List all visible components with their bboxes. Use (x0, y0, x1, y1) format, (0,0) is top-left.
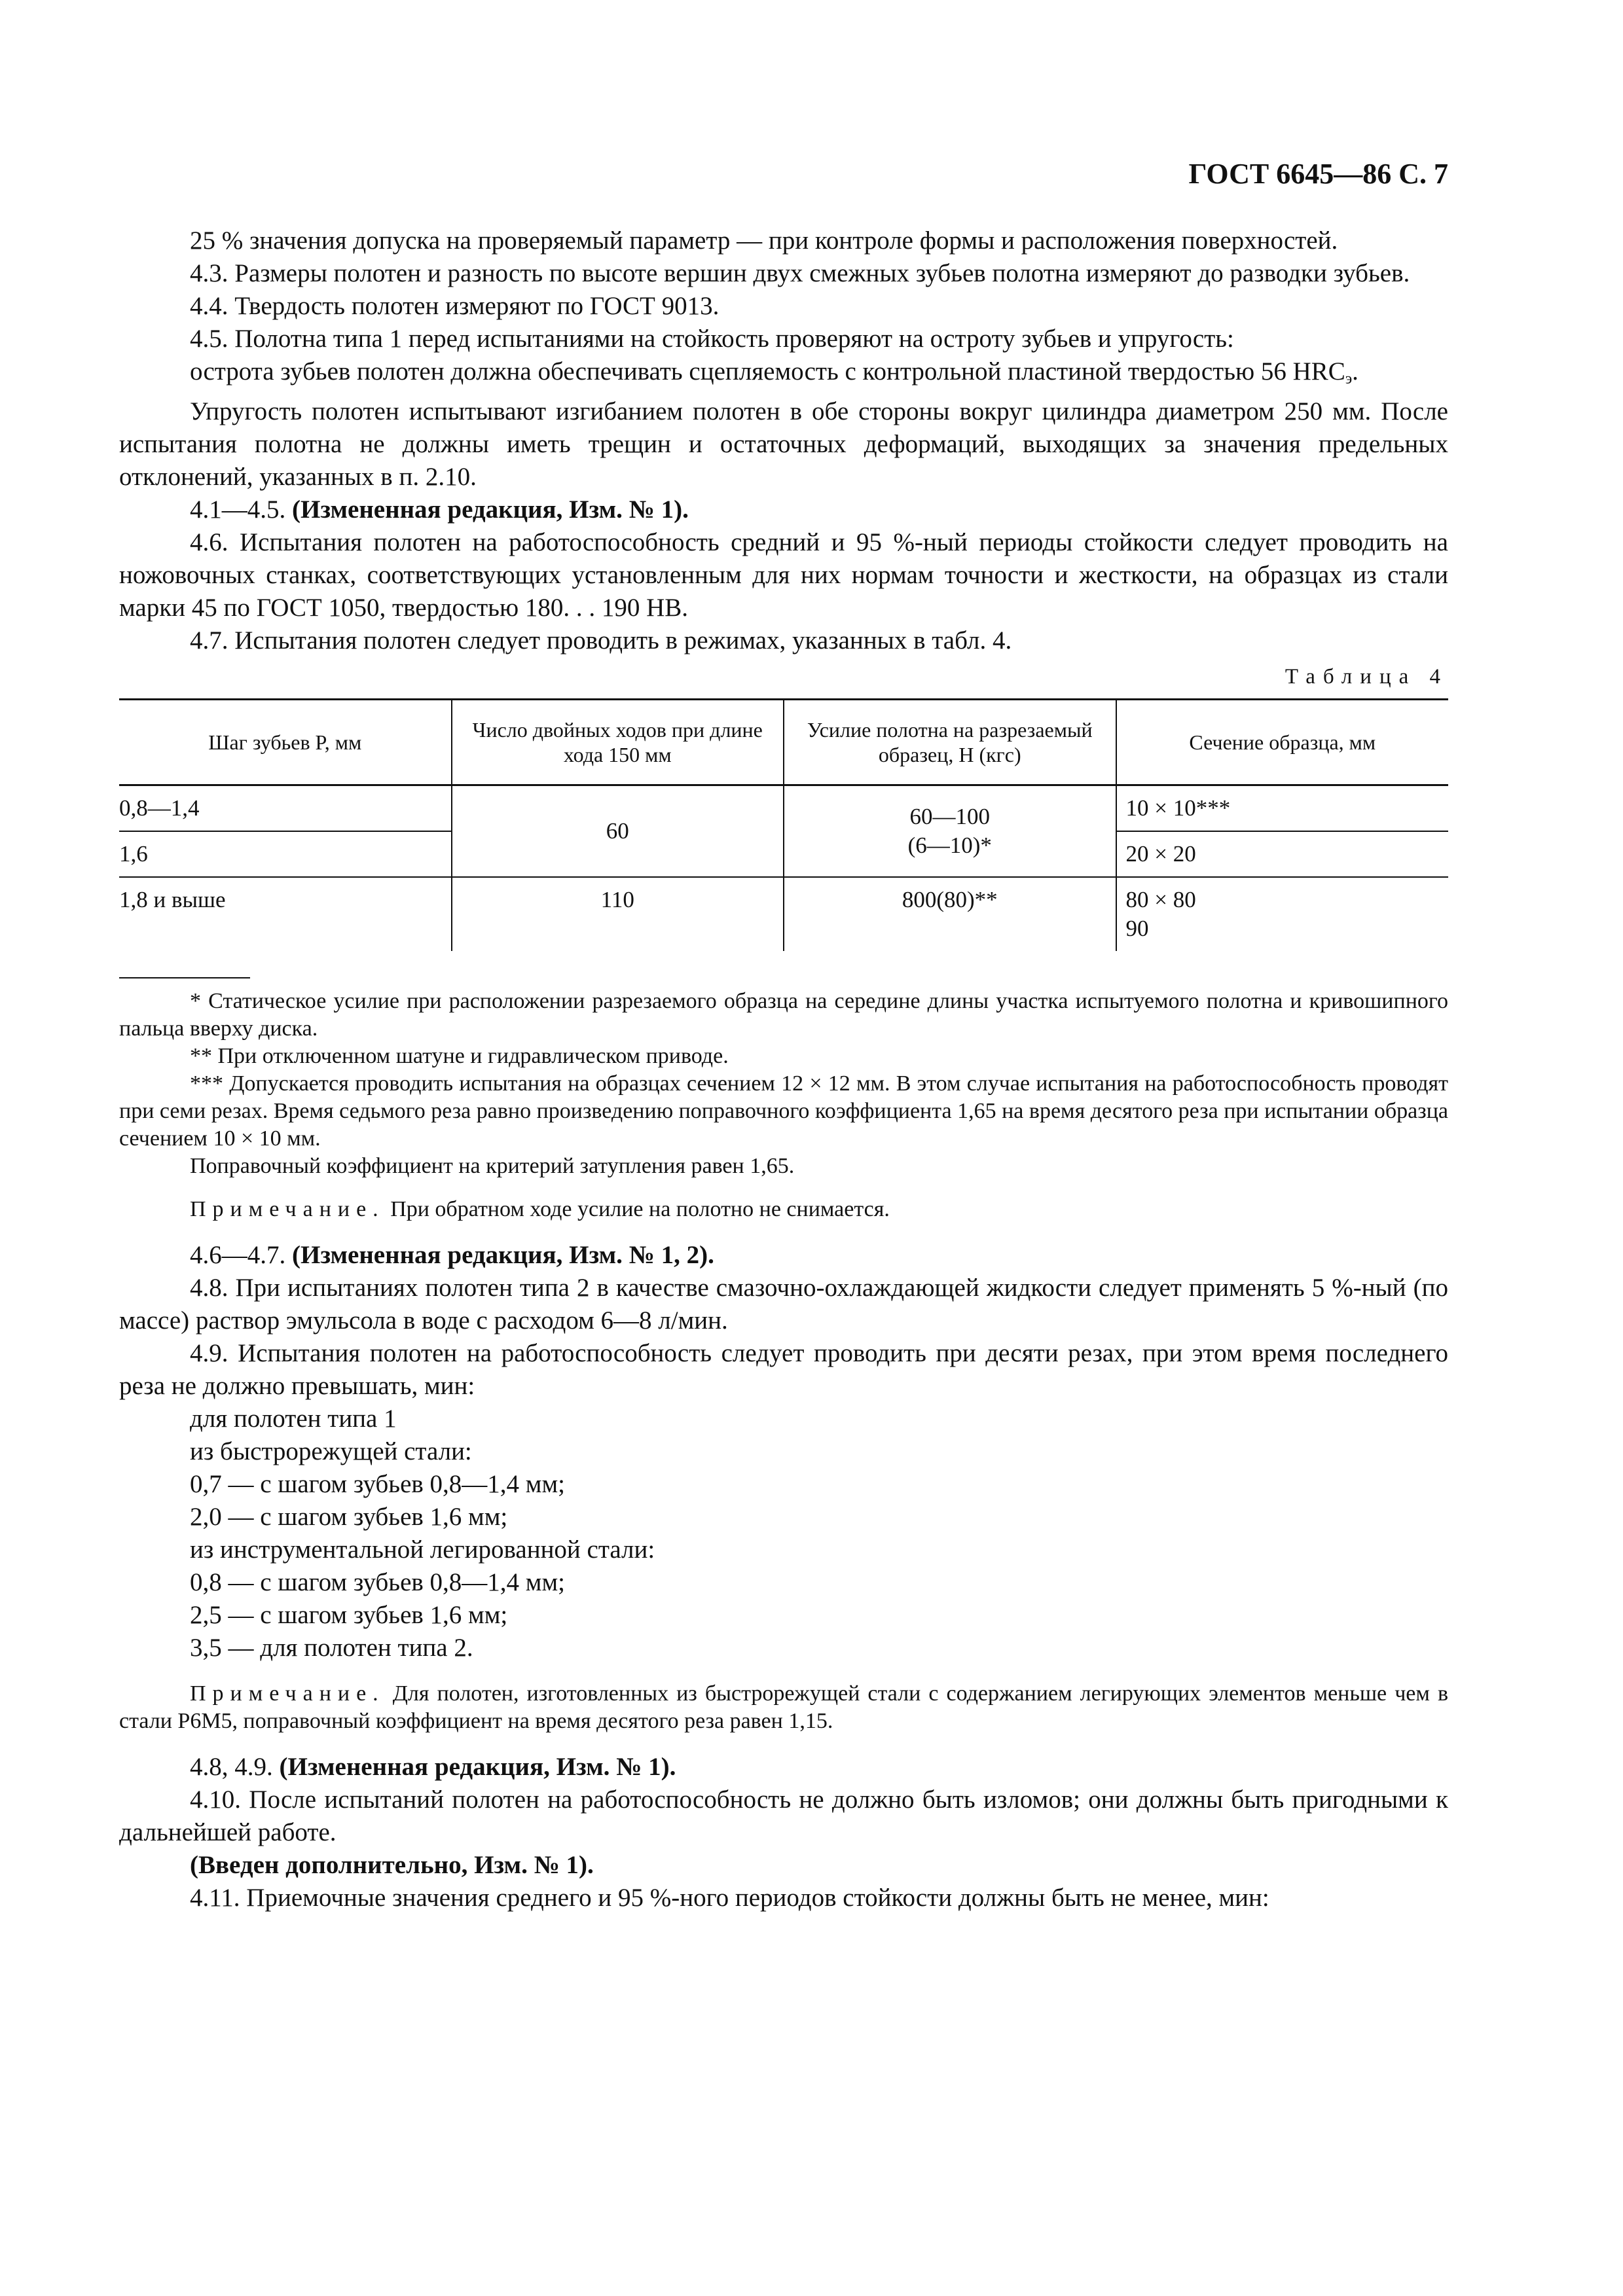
cell-force: 800(80)** (784, 877, 1116, 951)
note-label: Примечание. (190, 1197, 385, 1221)
note-text: При обратном ходе усилие на полотно не снимается. (390, 1197, 890, 1221)
paragraph-4-7: 4.7. Испытания полотен следует проводить в режимах, указанных в табл. 4. (190, 626, 1012, 655)
cell-section (1116, 877, 1449, 951)
list-item: для полотен типа 1 (190, 1405, 397, 1433)
cell-step: 1,8 и выше (119, 887, 226, 912)
list-item: из быстрорежущей стали: (190, 1437, 472, 1465)
sharpness-text: острота зубьев полотен должна обеспечивать сцепляемость с контрольной пластиной твердостью 56 HRC (190, 357, 1345, 386)
paragraph-4-4: 4.4. Твердость полотен измеряют по ГОСТ 9013. (190, 292, 720, 320)
added-note: (Введен дополнительно, Изм. № 1). (190, 1851, 594, 1879)
footnote-divider (119, 977, 250, 978)
list-item: 3,5 — для полотен типа 2. (190, 1634, 473, 1662)
cell-strokes: 110 (452, 877, 784, 951)
footnote-3: *** Допускается проводить испытания на образцах сечением 12 × 12 мм. В этом случае испытания на работоспособность проводят при семи резах. Время седьмого реза равно произведению поправочного коэффициента 1,65 на время десятого реза при испытании образца сечением 10 × 10 мм. (119, 1071, 1448, 1151)
table-row (119, 785, 1448, 832)
header-blade-force: Усилие полотна на разрезаемый образец, Н (кгс) (784, 700, 1116, 785)
cell-section: 10 × 10*** (1116, 785, 1449, 832)
edit-note-4-1-4-5 (119, 493, 1448, 526)
sharpness-end: . (1352, 357, 1359, 386)
footnote-4: Поправочный коэффициент на критерий затупления равен 1,65. (190, 1154, 795, 1178)
list-item: 0,7 — с шагом зубьев 0,8—1,4 мм; (190, 1470, 565, 1498)
cell-step: 0,8—1,4 (119, 785, 452, 832)
note-label: Примечание. (190, 1681, 385, 1706)
page-header: ГОСТ 6645—86 С. 7 (1188, 158, 1448, 190)
edit-note-4-6-4-7 (119, 1239, 1448, 1272)
edit-note-number: 4.8, 4.9. (190, 1753, 273, 1781)
footnote-1: * Статическое усилие при расположении разрезаемого образца на середине длины участка испытуемого полотна и кривошипного пальца вверху диска. (119, 989, 1448, 1041)
table-header-row (119, 700, 1448, 785)
paragraph-4-11: 4.11. Приемочные значения среднего и 95 %-ного периодов стойкости должны быть не менее, мин: (190, 1884, 1269, 1912)
header-double-strokes: Число двойных ходов при длине хода 150 мм (452, 700, 784, 785)
paragraph-4-8: 4.8. При испытаниях полотен типа 2 в качестве смазочно-охлаждающей жидкости следует применять 5 %-ный (по массе) раствор эмульсола в воде с расходом 6—8 л/мин. (119, 1274, 1448, 1335)
section-value: 90 (1125, 916, 1149, 941)
paragraph-4-5: 4.5. Полотна типа 1 перед испытаниями на стойкость проверяют на остроту зубьев и упругость: (190, 325, 1234, 353)
header-tooth-pitch: Шаг зубьев P, мм (119, 700, 452, 785)
footnotes (119, 988, 1448, 1180)
force-kgf: (6—10)* (907, 833, 992, 858)
page-content (119, 157, 1448, 1914)
edit-note-number: 4.1—4.5. (190, 495, 286, 524)
paragraph-4-10: 4.10. После испытаний полотен на работоспособность не должно быть изломов; они должны быть пригодными к дальнейшей работе. (119, 1785, 1448, 1846)
list-item: 2,5 — с шагом зубьев 1,6 мм; (190, 1601, 508, 1629)
force-value: 60—100 (909, 804, 990, 829)
cell-force (784, 785, 1116, 878)
footnote-2: ** При отключенном шатуне и гидравлическом приводе. (190, 1044, 729, 1068)
note-1 (119, 1196, 1448, 1223)
test-modes-table (119, 698, 1448, 951)
note-2 (119, 1680, 1448, 1735)
hrc-subscript: э (1345, 370, 1353, 387)
cell-step: 1,6 (119, 831, 452, 877)
paragraph-tolerance: 25 % значения допуска на проверяемый параметр — при контроле формы и расположения поверхностей. (190, 226, 1338, 255)
table-caption: Таблица 4 (1285, 665, 1448, 689)
edit-note-number: 4.6—4.7. (190, 1241, 286, 1269)
cell-section: 20 × 20 (1116, 831, 1449, 877)
list-item: 0,8 — с шагом зубьев 0,8—1,4 мм; (190, 1568, 565, 1596)
table-row (119, 877, 1448, 951)
list-item: из инструментальной легированной стали: (190, 1535, 655, 1564)
paragraph-4-9: 4.9. Испытания полотен на работоспособность следует проводить при десяти резах, при этом время последнего реза не должно превышать, мин: (119, 1339, 1448, 1400)
edit-note-text: (Измененная редакция, Изм. № 1, 2). (292, 1241, 714, 1269)
list-item: 2,0 — с шагом зубьев 1,6 мм; (190, 1503, 508, 1531)
edit-note-4-8-4-9 (119, 1751, 1448, 1784)
paragraph-4-3: 4.3. Размеры полотен и разность по высоте вершин двух смежных зубьев полотна измеряют до разводки зубьев. (190, 259, 1410, 287)
header-sample-section: Сечение образца, мм (1116, 700, 1449, 785)
edit-note-text: (Измененная редакция, Изм. № 1). (279, 1753, 676, 1781)
note-text: Для полотен, изготовленных из быстрорежущей стали с содержанием легирующих элементов меньше чем в стали Р6М5, поправочный коэффициент на время десятого реза равен 1,15. (119, 1681, 1448, 1733)
section-value: 80 × 80 (1125, 887, 1196, 912)
paragraph-4-5-elasticity: Упругость полотен испытывают изгибанием полотен в обе стороны вокруг цилиндра диаметром 250 мм. После испытания полотна не должны иметь трещин и остаточных деформаций, выходящих за значения предельных отклонений, указанных в п. 2.10. (119, 397, 1448, 491)
edit-note-text: (Измененная редакция, Изм. № 1). (292, 495, 689, 524)
paragraph-4-5-sharpness (119, 355, 1448, 395)
cell-strokes: 60 (452, 785, 784, 878)
paragraph-4-6: 4.6. Испытания полотен на работоспособность средний и 95 %-ный периоды стойкости следует проводить на ножовочных станках, соответствующих установленным для них нормам точности и жесткости, на образцах из стали марки 45 по ГОСТ 1050, твердостью 180. . . 190 НВ. (119, 528, 1448, 622)
